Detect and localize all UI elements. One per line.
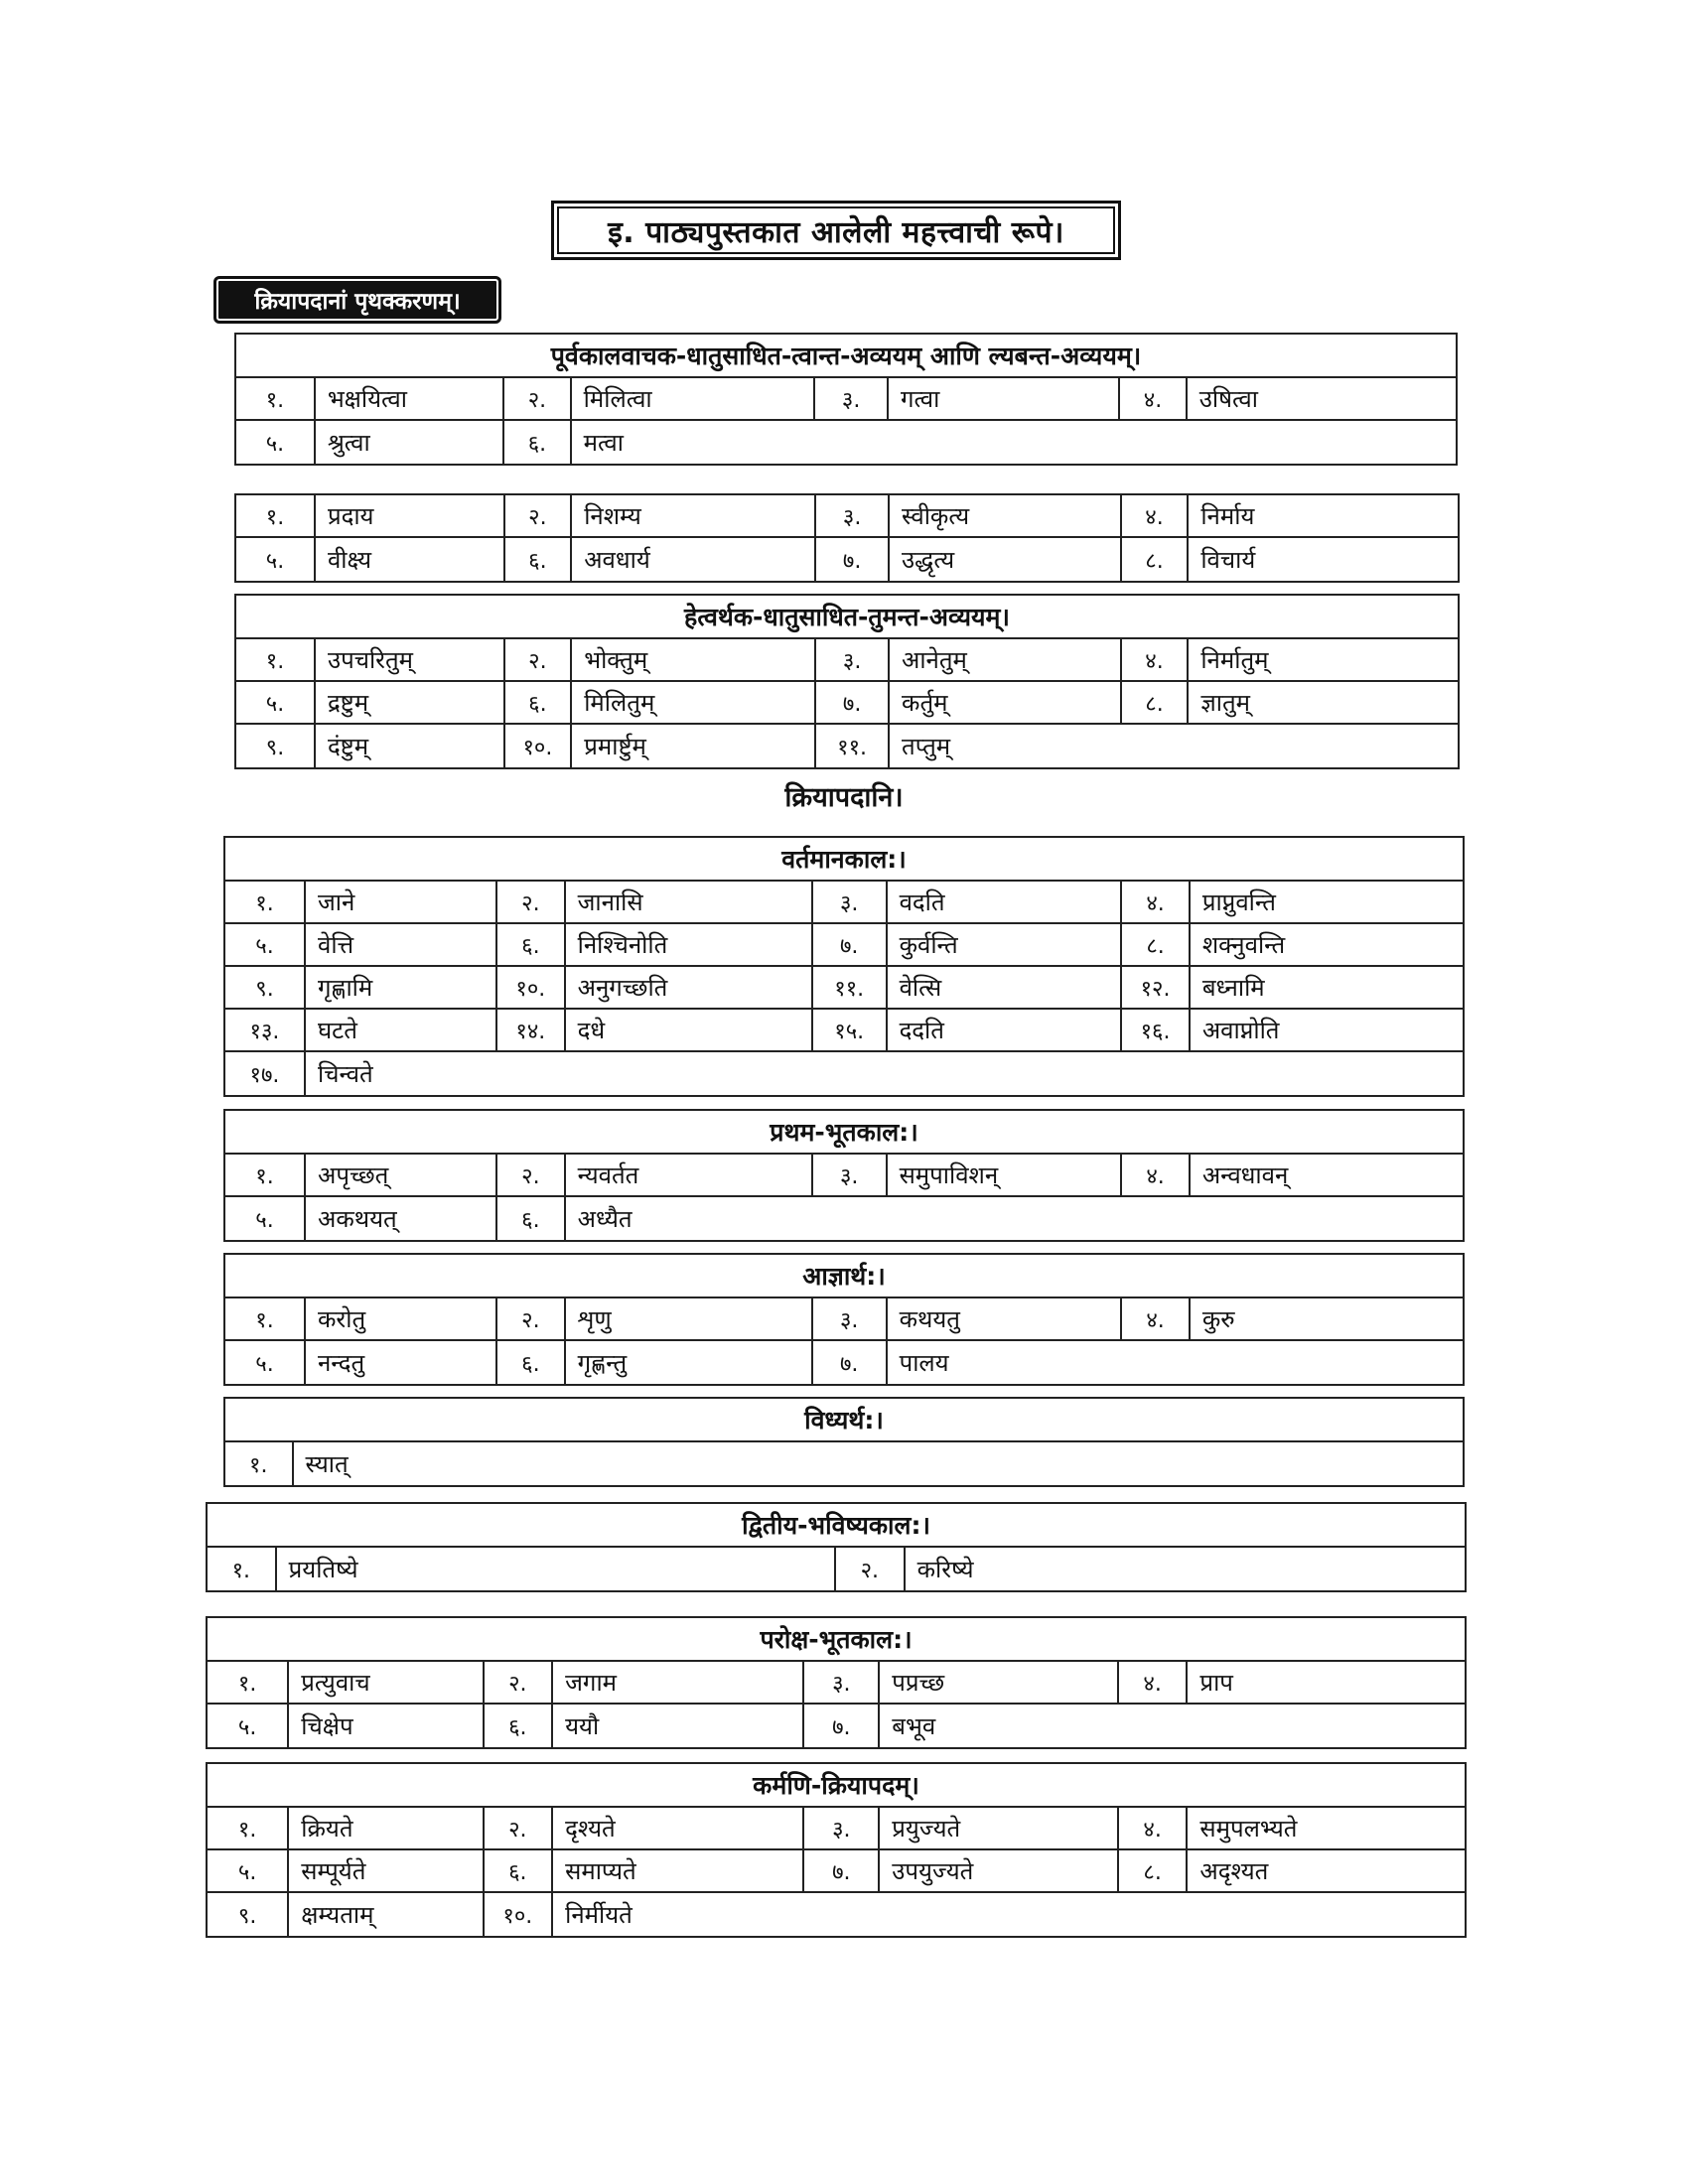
table-row (208, 1705, 1465, 1747)
item-word: चिक्षेप (289, 1705, 484, 1747)
item-word: तप्तुम् (902, 733, 951, 760)
item-number: ५. (225, 1197, 306, 1240)
item-word: स्यात् (305, 1450, 349, 1478)
item-number: ७. (813, 924, 888, 965)
item-number: ९. (236, 725, 316, 767)
item-number: १०. (497, 967, 566, 1008)
item-number: ५. (208, 1850, 289, 1891)
item-number: १२. (1122, 967, 1191, 1008)
section-table-9 (206, 1616, 1467, 1749)
item-word: कथयतु (888, 1298, 1123, 1339)
item-number: ४. (1122, 882, 1191, 922)
item-word: गृह्णन्तु (566, 1341, 813, 1384)
item-word: निश्चिनोति (566, 924, 813, 965)
item-word: अवाप्नोति (1201, 1017, 1280, 1044)
item-number: १४. (497, 1010, 566, 1050)
item-number: १०. (505, 725, 573, 767)
item-number: १६. (1122, 1010, 1191, 1050)
item-word: मिलित्वा (572, 378, 816, 419)
item-number: २. (505, 495, 573, 536)
item-word: आनेतुम् (890, 639, 1122, 680)
item-word: बभूव (892, 1712, 936, 1740)
item-word: कुर्वन्ति (888, 924, 1123, 965)
table-row (208, 1548, 1465, 1590)
section-title: प्रथम-भूतकाल:। (225, 1111, 1463, 1155)
item-number: ४. (1122, 639, 1190, 680)
item-word: क्षम्यताम् (289, 1893, 484, 1936)
item-word: श्रुत्वा (316, 421, 504, 464)
item-number: ७. (804, 1705, 880, 1747)
item-word: निशम्य (572, 495, 816, 536)
item-word: शृणु (566, 1298, 813, 1339)
item-word: विचार्य (1200, 546, 1256, 574)
item-word: अनुगच्छति (566, 967, 813, 1008)
item-word: दधे (566, 1010, 813, 1050)
item-word: पालय (899, 1349, 949, 1377)
item-word: दृश्यते (553, 1808, 804, 1848)
item-number: ८. (1122, 538, 1190, 581)
table-row (236, 682, 1458, 725)
table-row (236, 495, 1458, 538)
item-number: १. (225, 1298, 306, 1339)
item-word: न्यवर्तत (566, 1155, 813, 1195)
page-title: इ. पाठ्यपुस्तकात आलेली महत्त्वाची रूपे। (557, 206, 1115, 254)
item-word: घटते (306, 1010, 497, 1050)
table-row (225, 1341, 1463, 1384)
item-word: प्रयुज्यते (880, 1808, 1119, 1848)
section-title: आज्ञार्थ:। (225, 1255, 1463, 1298)
section-table-7 (223, 1397, 1465, 1487)
item-word: वेत्सि (888, 967, 1123, 1008)
item-word: निर्मातुम् (1200, 646, 1269, 674)
item-number: २. (485, 1808, 554, 1848)
table-row (208, 1662, 1465, 1705)
section-title: परोक्ष-भूतकाल:। (208, 1618, 1465, 1662)
item-word: समाप्यते (553, 1850, 804, 1891)
item-word: उपचरितुम् (316, 639, 505, 680)
table-row (208, 1893, 1465, 1936)
item-number: ७. (816, 682, 890, 723)
item-word: अन्वधावन् (1201, 1161, 1289, 1189)
item-word: निर्मीयते (565, 1901, 633, 1929)
table-row (225, 967, 1463, 1010)
table-row (225, 1298, 1463, 1341)
item-word: उपयुज्यते (880, 1850, 1119, 1891)
section-title: विध्यर्थ:। (225, 1399, 1463, 1442)
item-number: ३. (804, 1662, 880, 1703)
item-word: प्रयतिष्ये (277, 1548, 836, 1590)
table-row (225, 1155, 1463, 1197)
table-row (208, 1850, 1465, 1893)
section-table-4 (223, 836, 1465, 1097)
item-word: निर्माय (1200, 502, 1255, 530)
item-number: ४. (1122, 1298, 1191, 1339)
table-row (236, 538, 1458, 581)
item-number: ३. (813, 1155, 888, 1195)
item-word: समुपलभ्यते (1199, 1815, 1298, 1843)
item-number: २. (485, 1662, 554, 1703)
item-number: ६. (497, 1341, 566, 1384)
section-title: पूर्वकालवाचक-धातुसाधित-त्वान्त-अव्ययम् आणि ल्यबन्त-अव्ययम्। (236, 335, 1456, 378)
item-number: ३. (813, 882, 888, 922)
item-word: बध्नामि (1201, 974, 1265, 1002)
item-word: मत्वा (583, 429, 624, 457)
item-number: २. (497, 1155, 566, 1195)
section-table-1 (234, 333, 1458, 466)
table-row (236, 421, 1456, 464)
table-row (225, 924, 1463, 967)
item-word: गृह्णामि (306, 967, 497, 1008)
item-number: ३. (815, 378, 889, 419)
section-table-8 (206, 1502, 1467, 1592)
section-table-3 (234, 594, 1460, 769)
item-number: ७. (813, 1341, 888, 1384)
item-number: ५. (236, 421, 316, 464)
item-number: ४. (1119, 1808, 1189, 1848)
item-number: १३. (225, 1010, 306, 1050)
item-number: ५. (208, 1705, 289, 1747)
item-word: दंष्टुम् (316, 725, 505, 767)
item-number: १७. (225, 1052, 306, 1095)
item-word: प्रदाय (316, 495, 505, 536)
item-number: १. (208, 1808, 289, 1848)
item-number: १. (236, 639, 316, 680)
item-word: उद्धृत्य (890, 538, 1122, 581)
item-word: प्रत्युवाच (289, 1662, 484, 1703)
item-word: प्राप (1199, 1669, 1233, 1697)
item-number: ४. (1120, 378, 1188, 419)
item-number: ६. (505, 538, 573, 581)
item-number: ७. (816, 538, 890, 581)
table-row (236, 639, 1458, 682)
section-title: कर्मणि-क्रियापदम्। (208, 1764, 1465, 1808)
table-row (208, 1808, 1465, 1850)
item-number: ४. (1119, 1662, 1189, 1703)
item-word: अदृश्यत (1199, 1857, 1269, 1885)
item-number: १. (225, 1155, 306, 1195)
page-title-box (551, 201, 1121, 260)
section-table-10 (206, 1762, 1467, 1938)
item-word: जाने (306, 882, 497, 922)
section-title: द्वितीय-भविष्यकाल:। (208, 1504, 1465, 1548)
section-title: वर्तमानकाल:। (225, 838, 1463, 882)
item-word: प्राप्नुवन्ति (1201, 888, 1276, 916)
item-number: १. (225, 1442, 294, 1485)
item-word: उषित्वा (1198, 385, 1258, 413)
item-word: स्वीकृत्य (890, 495, 1122, 536)
item-number: १५. (813, 1010, 888, 1050)
item-word: करोतु (306, 1298, 497, 1339)
item-number: ११. (813, 967, 888, 1008)
item-word: ज्ञातुम् (1200, 689, 1250, 717)
item-word: सम्पूर्यते (289, 1850, 484, 1891)
item-word: कुरु (1201, 1305, 1235, 1333)
item-number: १. (208, 1548, 277, 1590)
item-word: भोक्तुम् (572, 639, 816, 680)
item-word: भक्षयित्वा (316, 378, 504, 419)
item-word: वेत्ति (306, 924, 497, 965)
item-word: ययौ (553, 1705, 804, 1747)
item-word: जानासि (566, 882, 813, 922)
item-number: ५. (236, 538, 316, 581)
section-table-5 (223, 1109, 1465, 1242)
item-word: क्रियते (289, 1808, 484, 1848)
item-number: ३. (816, 495, 890, 536)
item-number: १०. (485, 1893, 554, 1936)
item-number: ४. (1122, 495, 1190, 536)
table-row (225, 1052, 1463, 1095)
item-number: ८. (1122, 924, 1191, 965)
item-word: शक्नुवन्ति (1201, 931, 1286, 959)
item-word: मिलितुम् (572, 682, 816, 723)
item-word: वदति (888, 882, 1123, 922)
item-number: १. (208, 1662, 289, 1703)
item-word: करिष्ये (916, 1556, 974, 1583)
table-row (236, 378, 1456, 421)
item-word: कर्तुम् (890, 682, 1122, 723)
table-row (225, 1197, 1463, 1240)
item-word: नन्दतु (306, 1341, 497, 1384)
item-number: ९. (225, 967, 306, 1008)
item-number: ६. (497, 1197, 566, 1240)
table-row (225, 1442, 1463, 1485)
section-badge: क्रियापदानां पृथक्करणम्। (213, 276, 501, 324)
item-number: ८. (1119, 1850, 1189, 1891)
item-number: ६. (505, 682, 573, 723)
item-number: ६. (485, 1705, 554, 1747)
item-number: ६. (485, 1850, 554, 1891)
item-number: १. (225, 882, 306, 922)
section-title: हेत्वर्थक-धातुसाधित-तुमन्त-अव्ययम्। (236, 596, 1458, 639)
item-word: अकथयत् (306, 1197, 497, 1240)
item-number: २. (836, 1548, 906, 1590)
item-number: ४. (1122, 1155, 1191, 1195)
item-word: अध्यैत (577, 1205, 633, 1233)
item-number: ३. (804, 1808, 880, 1848)
item-number: ५. (236, 682, 316, 723)
item-number: ३. (816, 639, 890, 680)
item-number: १. (236, 378, 316, 419)
section-table-6 (223, 1253, 1465, 1386)
item-word: ददति (888, 1010, 1123, 1050)
item-word: गत्वा (889, 378, 1120, 419)
item-word: द्रष्टुम् (316, 682, 505, 723)
item-number: १. (236, 495, 316, 536)
table-row (225, 882, 1463, 924)
item-number: २. (497, 1298, 566, 1339)
item-number: ३. (813, 1298, 888, 1339)
kriyapadani-heading: क्रियापदानि। (784, 782, 904, 813)
item-number: ५. (225, 924, 306, 965)
item-number: ६. (497, 924, 566, 965)
item-number: ७. (804, 1850, 880, 1891)
item-number: ६. (504, 421, 572, 464)
item-number: ११. (816, 725, 890, 767)
item-number: ५. (225, 1341, 306, 1384)
table-row (225, 1010, 1463, 1052)
item-number: २. (497, 882, 566, 922)
item-number: २. (505, 639, 573, 680)
item-word: प्रमार्ष्टुम् (572, 725, 816, 767)
item-word: अपृच्छत् (306, 1155, 497, 1195)
item-word: जगाम (553, 1662, 804, 1703)
section-table-2 (234, 493, 1460, 583)
item-number: ८. (1122, 682, 1190, 723)
item-word: वीक्ष्य (316, 538, 505, 581)
item-word: समुपाविशन् (888, 1155, 1123, 1195)
item-word: अवधार्य (572, 538, 816, 581)
item-word: पप्रच्छ (880, 1662, 1119, 1703)
item-number: ९. (208, 1893, 289, 1936)
table-row (236, 725, 1458, 767)
item-number: २. (504, 378, 572, 419)
item-word: चिन्वते (317, 1060, 373, 1088)
